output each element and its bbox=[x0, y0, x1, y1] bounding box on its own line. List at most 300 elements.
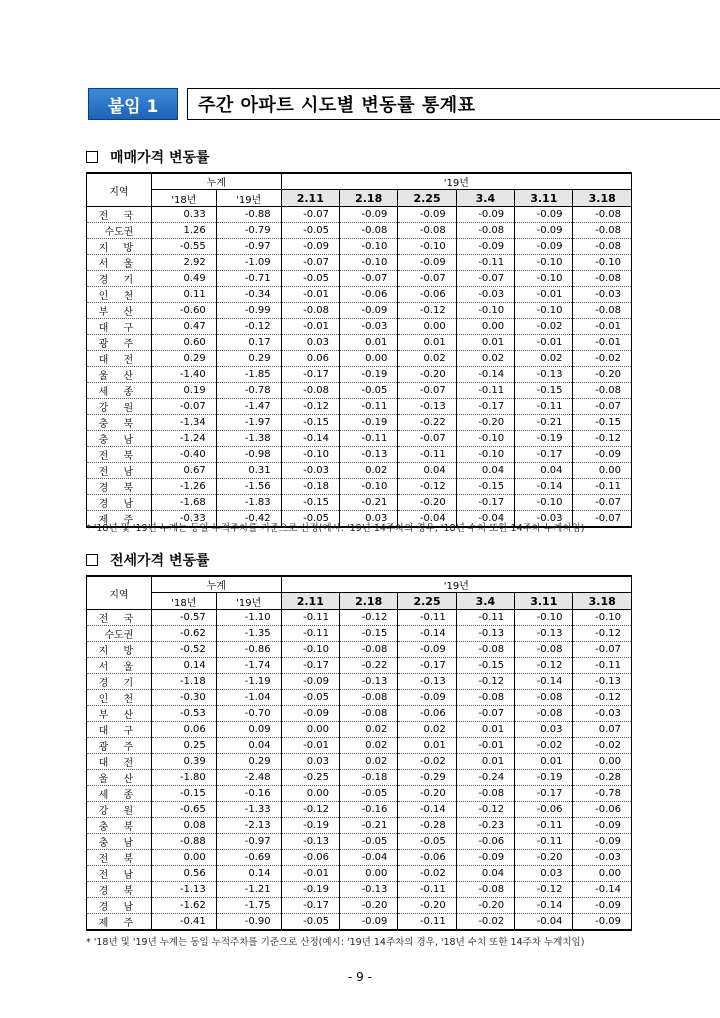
weekly-cell: -0.19 bbox=[515, 770, 573, 786]
weekly-cell: -0.05 bbox=[281, 271, 339, 287]
weekly-cell: -0.07 bbox=[456, 271, 514, 287]
weekly-cell: -0.10 bbox=[339, 479, 397, 495]
table-row bbox=[87, 818, 632, 834]
weekly-cell: -0.11 bbox=[339, 431, 397, 447]
weekly-cell: -0.11 bbox=[573, 479, 632, 495]
weekly-cell: -0.10 bbox=[515, 610, 573, 626]
cumulative-cell: -0.12 bbox=[216, 319, 281, 335]
weekly-cell: -0.12 bbox=[456, 802, 514, 818]
week-header: 2.11 bbox=[281, 593, 339, 610]
table-row bbox=[87, 882, 632, 898]
weekly-cell: -0.06 bbox=[339, 287, 397, 303]
weekly-cell: -0.78 bbox=[573, 786, 632, 802]
cumulative-cell: -1.09 bbox=[216, 255, 281, 271]
weekly-cell: 0.01 bbox=[456, 754, 514, 770]
weekly-cell: -0.11 bbox=[515, 834, 573, 850]
weekly-cell: 0.00 bbox=[573, 463, 632, 479]
weekly-cell: -0.15 bbox=[456, 658, 514, 674]
weekly-cell: -0.10 bbox=[515, 495, 573, 511]
weekly-cell: -0.08 bbox=[515, 642, 573, 658]
cumulative-cell: -0.65 bbox=[151, 802, 216, 818]
cumulative-cell: 0.17 bbox=[216, 335, 281, 351]
cumulative-cell: 0.49 bbox=[151, 271, 216, 287]
weekly-cell: -0.14 bbox=[281, 431, 339, 447]
weekly-cell: -0.14 bbox=[515, 898, 573, 914]
weekly-cell: -0.03 bbox=[456, 287, 514, 303]
cumulative-cell: -0.33 bbox=[151, 511, 216, 528]
week-header: 3.4 bbox=[456, 190, 514, 207]
region-cell: 인 천 bbox=[87, 287, 152, 303]
region-header: 지역 bbox=[87, 173, 152, 207]
region-cell: 지 방 bbox=[87, 239, 152, 255]
weekly-cell: -0.20 bbox=[573, 367, 632, 383]
weekly-cell: 0.02 bbox=[398, 351, 456, 367]
region-cell: 인 천 bbox=[87, 690, 152, 706]
weekly-cell: 0.02 bbox=[339, 754, 397, 770]
weekly-cell: -0.14 bbox=[456, 367, 514, 383]
region-cell: 전 북 bbox=[87, 447, 152, 463]
cumulative-cell: -0.41 bbox=[151, 914, 216, 931]
cumulative-cell: 0.33 bbox=[151, 207, 216, 223]
weekly-cell: -0.06 bbox=[398, 706, 456, 722]
weekly-cell: -0.12 bbox=[573, 626, 632, 642]
weekly-cell: 0.04 bbox=[456, 463, 514, 479]
region-cell: 전 남 bbox=[87, 463, 152, 479]
weekly-cell: -0.11 bbox=[456, 383, 514, 399]
weekly-cell: -0.21 bbox=[515, 415, 573, 431]
weekly-cell: -0.12 bbox=[515, 882, 573, 898]
weekly-cell: -0.11 bbox=[398, 914, 456, 931]
table-row bbox=[87, 303, 632, 319]
weekly-cell: -0.14 bbox=[515, 479, 573, 495]
year-2019-header: '19년 bbox=[216, 190, 281, 207]
region-cell: 수도권 bbox=[87, 626, 152, 642]
weekly-cell: -0.12 bbox=[573, 690, 632, 706]
table-row bbox=[87, 738, 632, 754]
weekly-cell: -0.13 bbox=[456, 626, 514, 642]
weekly-cell: 0.01 bbox=[456, 722, 514, 738]
weekly-cell: -0.11 bbox=[398, 610, 456, 626]
weekly-cell: -0.09 bbox=[573, 914, 632, 931]
jeonse-price-table bbox=[86, 575, 632, 931]
weekly-cell: 0.04 bbox=[515, 463, 573, 479]
weekly-cell: -0.09 bbox=[281, 239, 339, 255]
weekly-cell: -0.17 bbox=[281, 898, 339, 914]
cumulative-cell: 0.29 bbox=[216, 351, 281, 367]
weekly-cell: -0.05 bbox=[281, 511, 339, 528]
weekly-cell: -0.05 bbox=[339, 834, 397, 850]
region-cell: 강 원 bbox=[87, 802, 152, 818]
cumulative-cell: 0.00 bbox=[151, 850, 216, 866]
weekly-cell: -0.08 bbox=[339, 642, 397, 658]
weekly-cell: -0.13 bbox=[573, 674, 632, 690]
weekly-cell: -0.22 bbox=[398, 415, 456, 431]
week-header: 2.11 bbox=[281, 190, 339, 207]
weekly-cell: -0.03 bbox=[573, 850, 632, 866]
cumulative-cell: -0.79 bbox=[216, 223, 281, 239]
weekly-cell: -0.01 bbox=[281, 866, 339, 882]
weekly-cell: -0.20 bbox=[398, 898, 456, 914]
year-header: '19년 bbox=[281, 576, 631, 593]
weekly-cell: -0.08 bbox=[339, 706, 397, 722]
weekly-cell: -0.08 bbox=[339, 690, 397, 706]
year-2019-header: '19년 bbox=[216, 593, 281, 610]
weekly-cell: -0.02 bbox=[515, 738, 573, 754]
cumulative-cell: -1.21 bbox=[216, 882, 281, 898]
region-cell: 울 산 bbox=[87, 770, 152, 786]
weekly-cell: -0.09 bbox=[398, 690, 456, 706]
table-row bbox=[87, 383, 632, 399]
sale-footnote: * '18년 및 '19년 누계는 동일 누적주차를 기준으로 산정(예시: '19년 14주차의 경우, '18년 수치 또한 14주차 누계치임) bbox=[86, 523, 585, 534]
weekly-cell: -0.20 bbox=[398, 495, 456, 511]
weekly-cell: -0.15 bbox=[281, 495, 339, 511]
weekly-cell: -0.04 bbox=[456, 511, 514, 528]
weekly-cell: -0.10 bbox=[515, 303, 573, 319]
region-cell: 대 구 bbox=[87, 319, 152, 335]
cumulative-cell: 0.47 bbox=[151, 319, 216, 335]
weekly-cell: -0.20 bbox=[398, 367, 456, 383]
weekly-cell: -0.04 bbox=[515, 914, 573, 931]
region-header: 지역 bbox=[87, 576, 152, 610]
weekly-cell: 0.00 bbox=[281, 722, 339, 738]
weekly-cell: -0.28 bbox=[398, 818, 456, 834]
weekly-cell: -0.17 bbox=[281, 367, 339, 383]
weekly-cell: 0.02 bbox=[339, 463, 397, 479]
cumulative-cell: 0.56 bbox=[151, 866, 216, 882]
weekly-cell: -0.02 bbox=[398, 754, 456, 770]
weekly-cell: -0.16 bbox=[339, 802, 397, 818]
weekly-cell: -0.01 bbox=[515, 287, 573, 303]
cumulative-cell: 0.60 bbox=[151, 335, 216, 351]
weekly-cell: -0.14 bbox=[398, 802, 456, 818]
weekly-cell: -0.08 bbox=[456, 690, 514, 706]
weekly-cell: -0.17 bbox=[515, 447, 573, 463]
weekly-cell: -0.12 bbox=[573, 431, 632, 447]
weekly-cell: -0.11 bbox=[515, 818, 573, 834]
cumulative-cell: -1.56 bbox=[216, 479, 281, 495]
cumulative-cell: -1.24 bbox=[151, 431, 216, 447]
table-row bbox=[87, 335, 632, 351]
weekly-cell: -0.13 bbox=[398, 399, 456, 415]
weekly-cell: -0.09 bbox=[398, 255, 456, 271]
weekly-cell: -0.08 bbox=[573, 383, 632, 399]
week-header: 3.18 bbox=[573, 190, 632, 207]
weekly-cell: -0.05 bbox=[339, 383, 397, 399]
cumulative-cell: -0.88 bbox=[216, 207, 281, 223]
weekly-cell: -0.10 bbox=[456, 447, 514, 463]
weekly-cell: -0.06 bbox=[456, 834, 514, 850]
weekly-cell: 0.07 bbox=[573, 722, 632, 738]
weekly-cell: -0.07 bbox=[398, 431, 456, 447]
table-row bbox=[87, 431, 632, 447]
table-row bbox=[87, 850, 632, 866]
table-row bbox=[87, 495, 632, 511]
cumulative-cell: -0.88 bbox=[151, 834, 216, 850]
cumulative-cell: -0.99 bbox=[216, 303, 281, 319]
region-cell: 부 산 bbox=[87, 706, 152, 722]
weekly-cell: -0.05 bbox=[398, 834, 456, 850]
cumulative-cell: -0.71 bbox=[216, 271, 281, 287]
cumulative-cell: -1.83 bbox=[216, 495, 281, 511]
year-2018-header: '18년 bbox=[151, 190, 216, 207]
weekly-cell: -0.08 bbox=[281, 303, 339, 319]
weekly-cell: 0.03 bbox=[515, 722, 573, 738]
weekly-cell: -0.21 bbox=[339, 818, 397, 834]
weekly-cell: -0.07 bbox=[456, 706, 514, 722]
header bbox=[88, 88, 720, 120]
weekly-cell: -0.07 bbox=[573, 399, 632, 415]
cumulative-cell: -1.40 bbox=[151, 367, 216, 383]
weekly-cell: -0.05 bbox=[281, 914, 339, 931]
weekly-cell: 0.01 bbox=[456, 335, 514, 351]
weekly-cell: -0.14 bbox=[515, 674, 573, 690]
cumulative-cell: -0.55 bbox=[151, 239, 216, 255]
weekly-cell: -0.09 bbox=[398, 207, 456, 223]
cumulative-cell: -0.69 bbox=[216, 850, 281, 866]
cumulative-cell: 0.67 bbox=[151, 463, 216, 479]
weekly-cell: -0.12 bbox=[339, 610, 397, 626]
weekly-cell: -0.19 bbox=[281, 882, 339, 898]
weekly-cell: -0.01 bbox=[573, 335, 632, 351]
cumulative-cell: -1.10 bbox=[216, 610, 281, 626]
weekly-cell: -0.10 bbox=[398, 239, 456, 255]
weekly-cell: -0.10 bbox=[281, 642, 339, 658]
week-header: 2.18 bbox=[339, 190, 397, 207]
cumulative-cell: -0.62 bbox=[151, 626, 216, 642]
weekly-cell: -0.01 bbox=[281, 287, 339, 303]
weekly-cell: -0.08 bbox=[573, 239, 632, 255]
table-row bbox=[87, 674, 632, 690]
table-row bbox=[87, 610, 632, 626]
weekly-cell: -0.08 bbox=[456, 642, 514, 658]
weekly-cell: -0.24 bbox=[456, 770, 514, 786]
region-cell: 전 남 bbox=[87, 866, 152, 882]
cumulative-cell: -0.90 bbox=[216, 914, 281, 931]
weekly-cell: -0.18 bbox=[339, 770, 397, 786]
weekly-cell: -0.09 bbox=[515, 207, 573, 223]
weekly-cell: -0.11 bbox=[573, 658, 632, 674]
table-row bbox=[87, 367, 632, 383]
weekly-cell: -0.03 bbox=[573, 287, 632, 303]
weekly-cell: -0.03 bbox=[339, 319, 397, 335]
table-row bbox=[87, 447, 632, 463]
cumulative-cell: -0.97 bbox=[216, 239, 281, 255]
cumulative-cell: 0.19 bbox=[151, 383, 216, 399]
weekly-cell: -0.11 bbox=[398, 882, 456, 898]
cumulative-cell: -0.42 bbox=[216, 511, 281, 528]
weekly-cell: -0.07 bbox=[339, 271, 397, 287]
weekly-cell: -0.08 bbox=[573, 271, 632, 287]
region-cell: 경 기 bbox=[87, 674, 152, 690]
region-cell: 전 국 bbox=[87, 610, 152, 626]
weekly-cell: -0.14 bbox=[398, 626, 456, 642]
weekly-cell: -0.10 bbox=[573, 255, 632, 271]
weekly-cell: 0.01 bbox=[339, 335, 397, 351]
table-row bbox=[87, 239, 632, 255]
cumulative-cell: -0.34 bbox=[216, 287, 281, 303]
region-cell: 제 주 bbox=[87, 914, 152, 931]
weekly-cell: -0.22 bbox=[339, 658, 397, 674]
weekly-cell: -0.01 bbox=[456, 738, 514, 754]
weekly-cell: -0.07 bbox=[281, 255, 339, 271]
cumulative-cell: -0.98 bbox=[216, 447, 281, 463]
region-cell: 서 울 bbox=[87, 255, 152, 271]
cumulative-cell: 0.31 bbox=[216, 463, 281, 479]
weekly-cell: -0.02 bbox=[573, 351, 632, 367]
cumulative-cell: -0.70 bbox=[216, 706, 281, 722]
cumulative-cell: -0.97 bbox=[216, 834, 281, 850]
weekly-cell: -0.09 bbox=[339, 303, 397, 319]
week-header: 3.11 bbox=[515, 593, 573, 610]
region-cell: 광 주 bbox=[87, 738, 152, 754]
week-header: 3.4 bbox=[456, 593, 514, 610]
cumulative-cell: 0.11 bbox=[151, 287, 216, 303]
weekly-cell: -0.12 bbox=[398, 479, 456, 495]
weekly-cell: -0.08 bbox=[339, 223, 397, 239]
cumulative-cell: -2.48 bbox=[216, 770, 281, 786]
weekly-cell: -0.13 bbox=[515, 626, 573, 642]
cumulative-cell: 0.14 bbox=[151, 658, 216, 674]
weekly-cell: -0.10 bbox=[515, 271, 573, 287]
weekly-cell: -0.04 bbox=[339, 850, 397, 866]
table-row bbox=[87, 898, 632, 914]
jeonse-section-label: 전세가격 변동률 bbox=[110, 553, 210, 569]
region-cell: 대 전 bbox=[87, 754, 152, 770]
weekly-cell: -0.20 bbox=[515, 850, 573, 866]
region-cell: 대 전 bbox=[87, 351, 152, 367]
weekly-cell: -0.10 bbox=[456, 303, 514, 319]
weekly-cell: 0.02 bbox=[456, 351, 514, 367]
cumulative-cell: -1.80 bbox=[151, 770, 216, 786]
weekly-cell: 0.03 bbox=[339, 511, 397, 528]
region-cell: 경 남 bbox=[87, 898, 152, 914]
weekly-cell: 0.00 bbox=[573, 866, 632, 882]
cumulative-cell: -1.38 bbox=[216, 431, 281, 447]
weekly-cell: -0.19 bbox=[281, 818, 339, 834]
weekly-cell: -0.09 bbox=[573, 447, 632, 463]
table-row bbox=[87, 255, 632, 271]
cumulative-cell: -1.97 bbox=[216, 415, 281, 431]
weekly-cell: -0.05 bbox=[281, 223, 339, 239]
weekly-cell: -0.12 bbox=[515, 658, 573, 674]
weekly-cell: 0.01 bbox=[398, 335, 456, 351]
weekly-cell: -0.13 bbox=[281, 834, 339, 850]
weekly-cell: -0.09 bbox=[281, 706, 339, 722]
weekly-cell: -0.15 bbox=[515, 383, 573, 399]
weekly-cell: -0.19 bbox=[339, 415, 397, 431]
cumulative-cell: -1.26 bbox=[151, 479, 216, 495]
weekly-cell: -0.02 bbox=[398, 866, 456, 882]
region-cell: 충 남 bbox=[87, 834, 152, 850]
table-row bbox=[87, 754, 632, 770]
weekly-cell: 0.01 bbox=[515, 754, 573, 770]
region-cell: 울 산 bbox=[87, 367, 152, 383]
cumulative-cell: -1.85 bbox=[216, 367, 281, 383]
weekly-cell: -0.09 bbox=[339, 914, 397, 931]
region-cell: 서 울 bbox=[87, 658, 152, 674]
cumulative-cell: -0.16 bbox=[216, 786, 281, 802]
weekly-cell: -0.01 bbox=[573, 319, 632, 335]
region-cell: 경 남 bbox=[87, 495, 152, 511]
region-cell: 전 국 bbox=[87, 207, 152, 223]
weekly-cell: -0.15 bbox=[573, 415, 632, 431]
table-row bbox=[87, 802, 632, 818]
cumulative-cell: -0.78 bbox=[216, 383, 281, 399]
table-row bbox=[87, 658, 632, 674]
page-number: - 9 - bbox=[348, 970, 372, 984]
weekly-cell: -0.07 bbox=[398, 383, 456, 399]
cumulative-cell: -0.30 bbox=[151, 690, 216, 706]
jeonse-footnote: * '18년 및 '19년 누계는 동일 누적주차를 기준으로 산정(예시: '19년 14주차의 경우, '18년 수치 또한 14주차 누계치임) bbox=[86, 937, 585, 948]
table-row bbox=[87, 351, 632, 367]
region-cell: 경 기 bbox=[87, 271, 152, 287]
cumulative-cell: -0.07 bbox=[151, 399, 216, 415]
weekly-cell: -0.09 bbox=[456, 850, 514, 866]
weekly-cell: -0.20 bbox=[456, 415, 514, 431]
cumulative-cell: 0.25 bbox=[151, 738, 216, 754]
cumulative-cell: -1.18 bbox=[151, 674, 216, 690]
cumulative-cell: -1.19 bbox=[216, 674, 281, 690]
region-cell: 부 산 bbox=[87, 303, 152, 319]
weekly-cell: -0.13 bbox=[398, 674, 456, 690]
table-row bbox=[87, 914, 632, 931]
weekly-cell: 0.03 bbox=[281, 754, 339, 770]
weekly-cell: 0.00 bbox=[398, 319, 456, 335]
weekly-cell: -0.09 bbox=[281, 674, 339, 690]
weekly-cell: -0.12 bbox=[398, 303, 456, 319]
weekly-cell: -0.11 bbox=[515, 399, 573, 415]
weekly-cell: 0.00 bbox=[339, 351, 397, 367]
weekly-cell: -0.15 bbox=[456, 479, 514, 495]
region-cell: 경 북 bbox=[87, 882, 152, 898]
weekly-cell: -0.08 bbox=[456, 223, 514, 239]
week-header: 3.11 bbox=[515, 190, 573, 207]
cumulative-cell: -0.52 bbox=[151, 642, 216, 658]
table-row bbox=[87, 207, 632, 223]
weekly-cell: -0.08 bbox=[456, 786, 514, 802]
weekly-cell: 0.02 bbox=[339, 722, 397, 738]
cumulative-cell: -1.13 bbox=[151, 882, 216, 898]
weekly-cell: -0.07 bbox=[281, 207, 339, 223]
region-cell: 충 남 bbox=[87, 431, 152, 447]
cumulative-cell: 0.29 bbox=[216, 754, 281, 770]
weekly-cell: -0.01 bbox=[281, 319, 339, 335]
cumulative-cell: 0.09 bbox=[216, 722, 281, 738]
weekly-cell: -0.08 bbox=[515, 706, 573, 722]
cumulative-cell: -1.33 bbox=[216, 802, 281, 818]
weekly-cell: -0.28 bbox=[573, 770, 632, 786]
weekly-cell: -0.04 bbox=[398, 511, 456, 528]
table-row bbox=[87, 479, 632, 495]
weekly-cell: -0.17 bbox=[281, 658, 339, 674]
cumulative-header: 누계 bbox=[151, 576, 281, 593]
region-cell: 강 원 bbox=[87, 399, 152, 415]
weekly-cell: -0.09 bbox=[456, 207, 514, 223]
cumulative-cell: 0.14 bbox=[216, 866, 281, 882]
region-cell: 지 방 bbox=[87, 642, 152, 658]
attachment-badge: 붙임 1 bbox=[88, 88, 178, 120]
weekly-cell: -0.23 bbox=[456, 818, 514, 834]
cumulative-cell: -1.47 bbox=[216, 399, 281, 415]
weekly-cell: -0.20 bbox=[456, 898, 514, 914]
region-cell: 대 구 bbox=[87, 722, 152, 738]
table-row bbox=[87, 866, 632, 882]
weekly-cell: -0.15 bbox=[339, 626, 397, 642]
weekly-cell: -0.10 bbox=[281, 447, 339, 463]
weekly-cell: -0.17 bbox=[398, 658, 456, 674]
cumulative-cell: -1.62 bbox=[151, 898, 216, 914]
weekly-cell: -0.11 bbox=[398, 447, 456, 463]
